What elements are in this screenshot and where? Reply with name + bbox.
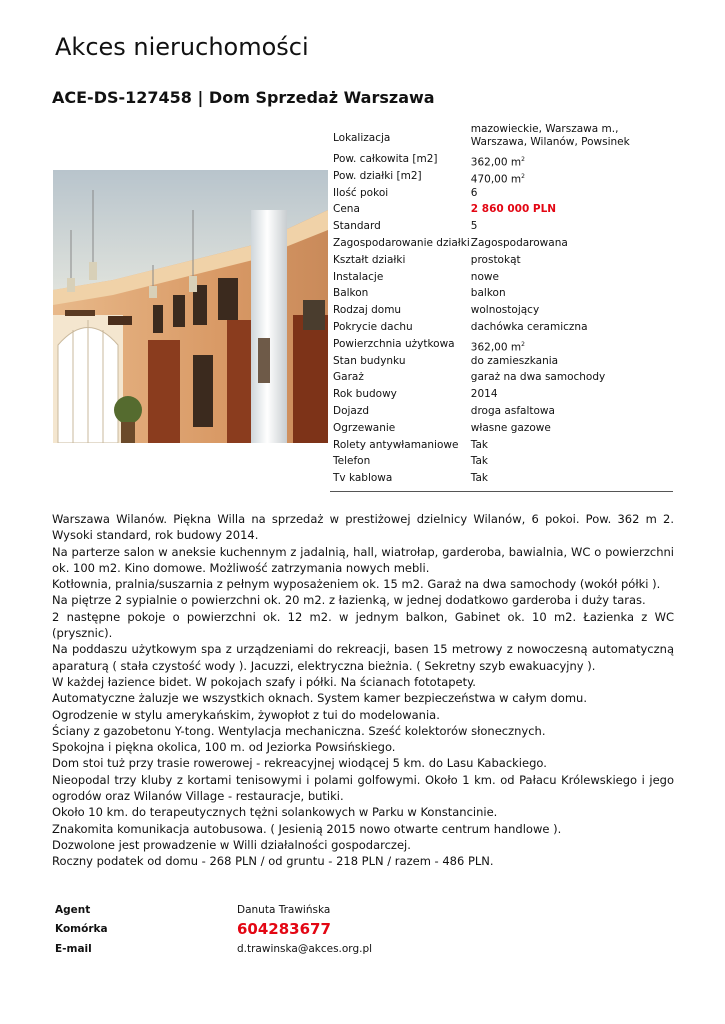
description-paragraph: Na piętrze 2 sypialnie o powierzchni ok. 20 m2. z łazienką, w jednej dodatkowo garderoba i duży taras. [52, 593, 646, 608]
detail-value-text: 362,00 m [470, 341, 522, 354]
detail-value [470, 153, 674, 170]
detail-label: Powierzchnia użytkowa [333, 337, 455, 350]
description-paragraph: Dozwolone jest prowadzenie w Willi działalności gospodarczej. [52, 837, 411, 852]
detail-label: Dojazd [333, 404, 370, 417]
detail-label: Pow. działki [m2] [333, 169, 422, 182]
detail-value-text: 6 [470, 186, 478, 199]
detail-value-text: nowe [470, 270, 499, 283]
detail-value [470, 254, 674, 271]
description-paragraph: Ogrodzenie w stylu amerykańskim, żywopłot z tui do modelowania. [52, 707, 440, 722]
detail-row [330, 203, 674, 220]
detail-row [330, 304, 674, 321]
detail-value-text: 362,00 m [470, 156, 522, 169]
details-divider [330, 491, 673, 492]
detail-value [470, 371, 674, 388]
unit-superscript: 2 [521, 340, 525, 348]
property-description [52, 511, 674, 870]
detail-label: Standard [333, 220, 381, 233]
mobile-label: Komórka [55, 923, 108, 936]
property-details-table [330, 123, 674, 489]
detail-row [330, 321, 674, 338]
agent-phone[interactable]: 604283677 [237, 920, 331, 939]
detail-row [330, 254, 674, 271]
description-paragraph: 2 następne pokoje o powierzchni ok. 12 m2. w jednym balkon, Gabinet ok. 10 m2. Łazienka z WC (prysznic). [52, 609, 674, 641]
detail-row [330, 455, 674, 472]
listing-title: ACE-DS-127458 | Dom Sprzedaż Warszawa [52, 88, 435, 107]
description-paragraph: Ściany z gazobetonu Y-tong. Wentylacja mechaniczna. Sześć kolektorów słonecznych. [52, 723, 546, 738]
detail-row [330, 439, 674, 456]
detail-label: Stan budynku [333, 354, 406, 367]
detail-label: Rodzaj domu [333, 304, 402, 317]
description-paragraph: Znakomita komunikacja autobusowa. ( Jesienią 2015 nowo otwarte centrum handlowe ). [52, 821, 562, 836]
detail-label: Cena [333, 203, 360, 216]
detail-row [330, 271, 674, 288]
detail-value-text: Tak [470, 472, 488, 485]
description-paragraph: Około 10 km. do terapeutycznych tężni solankowych w Parku w Konstancinie. [52, 805, 498, 820]
detail-value [470, 355, 674, 372]
detail-row [330, 287, 674, 304]
detail-value-text: mazowieckie, Warszawa m., Warszawa, Wilanów, Powsinek [470, 123, 630, 148]
detail-row [330, 187, 674, 204]
detail-label: Zagospodarowanie działki [333, 236, 470, 249]
description-paragraph: W każdej łazience bidet. W pokojach szafy i półki. Na ścianach fototapety. [52, 674, 476, 689]
detail-value-text: 470,00 m [470, 173, 522, 186]
description-paragraph: Kotłownia, pralnia/suszarnia z pełnym wyposażeniem ok. 15 m2. Garaż na dwa samochody (wokół półki ). [52, 577, 661, 592]
detail-value-text: własne gazowe [470, 421, 551, 434]
brand-name: Akces nieruchomości [55, 33, 309, 61]
detail-value [470, 287, 674, 304]
detail-row [330, 237, 674, 254]
detail-label: Rolety antywłamaniowe [333, 438, 459, 451]
detail-label: Balkon [333, 287, 369, 300]
detail-value-text: wolnostojący [470, 304, 540, 317]
detail-row [330, 422, 674, 439]
detail-label: Pokrycie dachu [333, 320, 413, 333]
agent-row [53, 900, 372, 920]
description-paragraph: Warszawa Wilanów. Piękna Willa na sprzedaż w prestiżowej dzielnicy Wilanów, 6 pokoi. Pow. 362 m 2. Wysoki standard, rok budowy 2014. [52, 512, 674, 543]
detail-value-text: droga asfaltowa [470, 404, 555, 417]
unit-superscript: 2 [521, 156, 525, 163]
detail-row [330, 472, 674, 489]
description-paragraph: Nieopodal trzy kluby z kortami tenisowymi i polami golfowymi. Około 1 km. od Pałacu Królewskiego i jego ogrodów oraz Wilanów Village - restauracje, butiki. [52, 772, 674, 804]
mobile-row [53, 920, 372, 940]
detail-value-text: garaż na dwa samochody [470, 371, 606, 384]
detail-label: Rok budowy [333, 388, 397, 401]
detail-value-text: Tak [470, 455, 488, 468]
detail-value [470, 187, 674, 204]
agent-contact [53, 900, 372, 959]
detail-value [470, 455, 674, 472]
property-photo [53, 170, 328, 443]
detail-value [470, 237, 674, 254]
detail-row [330, 123, 674, 153]
detail-value-text: dachówka ceramiczna [470, 320, 588, 333]
description-paragraph: Spokojna i piękna okolica, 100 m. od Jeziorka Powsińskiego. [52, 740, 396, 755]
detail-label: Telefon [333, 455, 371, 468]
description-paragraph: Na poddaszu użytkowym spa z urządzeniami do rekreacji, basen 15 metrowy z nowoczesną automatyczną aparaturą ( stała czystość wody ). Jacuzzi, elektryczna bieżnia. ( Sekretny szyb ewakuacyjny ). [52, 642, 674, 673]
detail-value-text: do zamieszkania [470, 354, 559, 367]
detail-row [330, 338, 674, 355]
agent-email[interactable]: d.trawinska@akces.org.pl [237, 942, 373, 955]
detail-label: Tv kablowa [333, 472, 393, 485]
detail-row [330, 388, 674, 405]
detail-value [470, 220, 674, 237]
description-paragraph: Roczny podatek od domu - 268 PLN / od gruntu - 218 PLN / razem - 486 PLN. [52, 854, 494, 869]
description-paragraph: Na parterze salon w aneksie kuchennym z jadalnią, hall, wiatrołap, garderoba, bawialnia, WC o powierzchni ok. 100 m2. Kino domowe. Możliwość zatrzymania nowych mebli. [52, 544, 674, 575]
detail-row [330, 153, 674, 170]
detail-row [330, 220, 674, 237]
detail-label: Lokalizacja [333, 131, 391, 144]
detail-value [470, 203, 674, 220]
detail-label: Pow. całkowita [m2] [333, 153, 438, 165]
detail-value [470, 388, 674, 405]
detail-label: Ogrzewanie [333, 421, 396, 434]
detail-value [470, 170, 674, 187]
description-paragraph: Automatyczne żaluzje we wszystkich oknach. System kamer bezpieczeństwa w całym domu. [52, 691, 587, 706]
agent-label: Agent [55, 903, 91, 916]
detail-label: Kształt działki [333, 253, 406, 266]
detail-value [470, 405, 674, 422]
detail-value [470, 472, 674, 489]
detail-label: Ilość pokoi [333, 186, 389, 199]
detail-value [470, 271, 674, 288]
email-row [53, 939, 372, 959]
description-paragraph: Dom stoi tuż przy trasie rowerowej - rekreacyjnej wiodącej 5 km. do Lasu Kabackiego. [52, 756, 547, 771]
detail-value-text: prostokąt [470, 253, 521, 266]
detail-row [330, 405, 674, 422]
detail-value [470, 422, 674, 439]
detail-value [470, 439, 674, 456]
detail-label: Garaż [333, 371, 364, 384]
agent-name: Danuta Trawińska [237, 903, 331, 916]
detail-label: Instalacje [333, 270, 384, 283]
detail-value [470, 123, 674, 153]
detail-value [470, 321, 674, 338]
unit-superscript: 2 [521, 172, 525, 180]
price-value: 2 860 000 PLN [470, 203, 557, 216]
detail-row [330, 170, 674, 187]
detail-value-text: Tak [470, 438, 488, 451]
detail-row [330, 355, 674, 372]
detail-value-text: 2014 [470, 388, 498, 401]
detail-value-text: 5 [470, 220, 478, 233]
detail-value [470, 304, 674, 321]
email-label: E-mail [55, 942, 92, 955]
detail-value-text: Zagospodarowana [470, 236, 568, 249]
detail-row [330, 371, 674, 388]
detail-value-text: balkon [470, 287, 506, 300]
detail-value [470, 338, 674, 355]
